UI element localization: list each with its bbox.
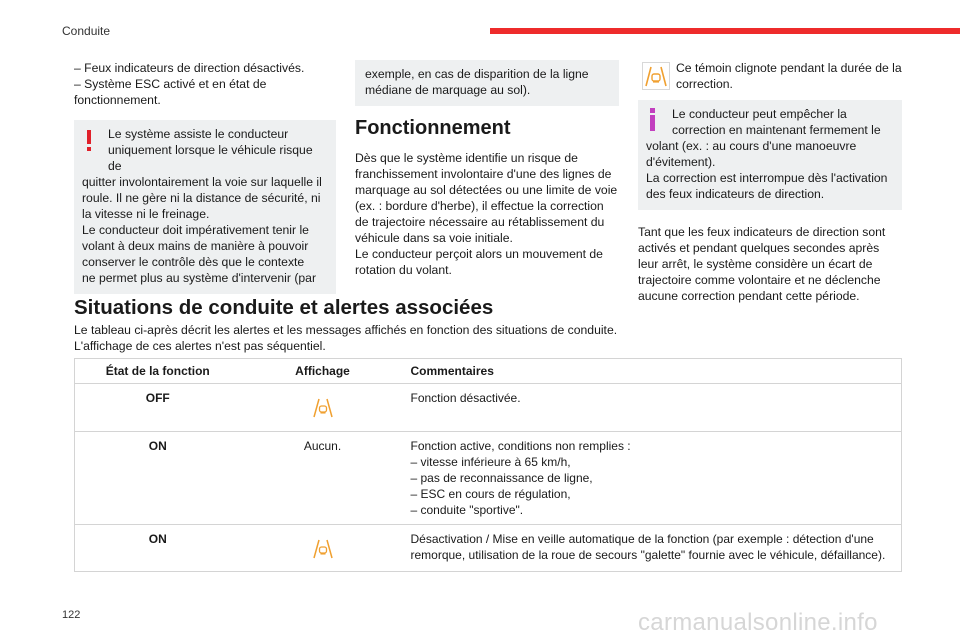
info-line: des feux indicateurs de direction. [646,187,825,201]
display-cell: Aucun. [241,432,405,525]
comment-line: – pas de reconnaissance de ligne, [410,471,593,485]
lane-keep-assist-icon [311,537,335,561]
comment-line: Désactivation / Mise en veille automatique de la fonction (par exemple : détection d'une [410,532,874,546]
section-title: Conduite [62,24,111,38]
header-accent-bar [490,28,960,34]
warning-line: conserver le contrôle dès que le contexte [82,255,305,269]
column-header: État de la fonction [75,359,241,384]
comments-cell [405,525,902,572]
warning-box-continued [355,60,619,106]
lamp-note [638,60,906,92]
display-cell [241,525,405,572]
table-row [75,384,902,432]
warning-icon [82,130,96,152]
column-header: Commentaires [405,359,902,384]
comment-line: – vitesse inférieure à 65 km/h, [410,455,571,469]
body-line: Tant que les feux indicateurs de direction sont [638,225,886,239]
warning-line: uniquement lorsque le véhicule risque de [108,143,313,173]
lane-keep-assist-icon [642,62,670,90]
comment-line: Fonction désactivée. [410,391,521,405]
state-cell: ON [75,432,241,525]
watermark: carmanualsonline.info [638,609,878,636]
table-header-row [75,359,902,384]
body-line: de trajectoire nécessaire au rétablissement du [355,215,605,229]
conditions-list [74,60,342,108]
warning-line: ne permet plus au système d'intervenir (par [82,271,316,285]
page-heading: Situations de conduite et alertes associées [74,296,494,319]
body-line: aucune correction pendant cette période. [638,289,860,303]
info-line: correction en maintenant fermement le [672,123,881,137]
alerts-table [74,358,902,572]
lane-keep-assist-icon [311,396,335,420]
column-1 [74,60,342,294]
operation-paragraph [355,150,623,278]
body-line: rotation du volant. [355,263,452,277]
table-row [75,525,902,572]
body-line: (ex. : bordure d'herbe), il effectue la correction [355,199,604,213]
info-line: volant (ex. : au cours d'une manoeuvre [646,139,857,153]
warning-line: volant à deux mains de manière à pouvoir [82,239,309,253]
comment-line: – ESC en cours de régulation, [410,487,571,501]
body-line: trajectoire comme volontaire et ne déclenche [638,273,881,287]
body-line: Dès que le système identifie un risque de [355,151,578,165]
turn-signal-paragraph [638,224,906,304]
info-line: La correction est interrompue dès l'activation [646,171,888,185]
warning-line: exemple, en cas de disparition de la ligne [365,67,589,81]
lamp-line: correction. [676,77,733,91]
warning-line: la vitesse ni le freinage. [82,207,210,221]
table-row [75,432,902,525]
comment-line: – conduite "sportive". [410,503,524,517]
body-line: Le conducteur perçoit alors un mouvement de [355,247,603,261]
comment-line: remorque, utilisation de la roue de secours "galette" fournie avec le véhicule, défaillance). [410,548,886,562]
intro-line: L'affichage de ces alertes n'est pas séquentiel. [74,339,326,353]
info-icon [648,108,658,132]
column-3 [638,60,906,304]
column-2 [355,60,623,278]
warning-line: quitter involontairement la voie sur laquelle il [82,175,322,189]
section-heading: Fonctionnement [355,117,511,139]
warning-line: médiane de marquage au sol). [365,83,531,97]
list-item: – Feux indicateurs de direction désactivés. [74,61,305,75]
comments-cell [405,384,902,432]
state-cell: ON [75,525,241,572]
body-line: leur arrêt, le système considère un écart de [638,257,873,271]
body-line: activés et pendant quelques secondes après [638,241,880,255]
body-line: marquage au sol détectées ou une limite de voie [355,183,618,197]
warning-line: Le système assiste le conducteur [108,127,289,141]
body-line: franchissement involontaire d'une des lignes de [355,167,612,181]
intro-paragraph [74,322,894,354]
lamp-line: Ce témoin clignote pendant la durée de la [676,61,902,75]
display-cell [241,384,405,432]
column-header: Affichage [241,359,405,384]
comments-cell [405,432,902,525]
list-item: – Système ESC activé et en état de [74,77,267,91]
warning-line: Le conducteur doit impérativement tenir le [82,223,309,237]
page-number: 122 [62,609,81,621]
list-item: fonctionnement. [74,93,161,107]
comment-line: Fonction active, conditions non remplies : [410,439,631,453]
warning-line: roule. Il ne gère ni la distance de sécurité, ni [82,191,321,205]
warning-box [74,120,336,294]
body-line: véhicule dans sa voie initiale. [355,231,513,245]
info-box [638,100,902,210]
state-cell: OFF [75,384,241,432]
info-line: Le conducteur peut empêcher la [672,107,847,121]
intro-line: Le tableau ci-après décrit les alertes et les messages affichés en fonction des situations de conduite. [74,323,618,337]
info-line: d'évitement). [646,155,716,169]
